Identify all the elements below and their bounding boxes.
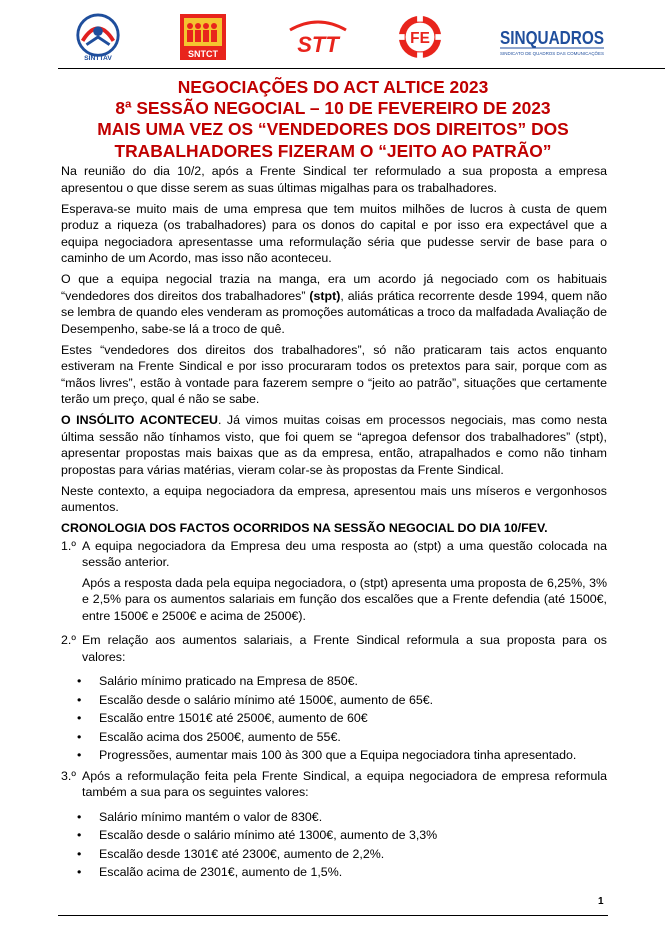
paragraph-3-text-a: O que a equipa negocial trazia na manga, era um acordo já negociado com os habituais “vendedores dos direitos dos trabalhadores”: [61, 272, 607, 303]
item-3-bullet-list: [61, 809, 607, 881]
chronology-item-1: [61, 538, 607, 629]
list-item: • Salário mínimo praticado na Empresa de 850€.: [77, 673, 607, 690]
list-item: • Progressões, aumentar mais 100 às 300 que a Equipa negociadora tinha apresentado.: [77, 747, 607, 764]
item-number: 3.º: [61, 768, 76, 783]
paragraph-3-text-c: , aliás prática recorrente desde 1994, quem não se lembra de quando eles venderam as promoções automáticas a troco da malfadada Avaliação de Desempenho, sabe-se lá a troco de quê.: [61, 288, 608, 336]
paragraph-3: [61, 271, 607, 337]
item-text: Após a resposta dada pela equipa negociadora, o (stpt) apresenta uma proposta de 6,25%, 3% e 2,5% para os aumentos salariais em função dos escalões que a Frente defendia (até 1500€, entre 1500€ e 2500€ e acima de 2500€).: [82, 575, 607, 623]
paragraph-3-stpt: (stpt): [309, 288, 341, 303]
page-number: 1: [598, 896, 604, 907]
paragraph-5-text: . Já vimos muitas coisas em processos negociais, mas como nesta última sessão não tínhamos visto, que foi quem se “apregoa defensor dos trabalhadores” (stpt), apresentar propostas mais baixas que as da empresa, então, atrapalhados e como não tinham propostas para várias matérias, vieram colar-se às propostas da Frente Sindical.: [61, 413, 607, 477]
header-divider: [58, 68, 665, 69]
list-item: • Escalão acima dos 2500€, aumento de 55€.: [77, 729, 607, 746]
fe-logo-text: FE: [410, 29, 430, 47]
paragraph-5-bold: O INSÓLITO ACONTECEU: [61, 413, 218, 427]
stt-logo-text: STT: [297, 32, 339, 57]
chronology-heading: CRONOLOGIA DOS FACTOS OCORRIDOS NA SESSÃO NEGOCIAL DO DIA 10/FEV.: [61, 521, 548, 535]
item-text: Após a reformulação feita pela Frente Sindical, a equipa negociadora de empresa reformula também a sua para os seguintes valores:: [82, 768, 607, 799]
list-item: • Salário mínimo mantém o valor de 830€.: [77, 809, 607, 826]
item-2-bullet-list: [61, 673, 607, 764]
title-line-3: MAIS UMA VEZ OS “VENDEDORES DOS DIREITOS” DOS: [97, 119, 569, 140]
item-text: A equipa negociadora da Empresa deu uma resposta ao (stpt) a uma questão colocada na sessão anterior.: [82, 538, 607, 569]
list-item: • Escalão entre 1501€ até 2500€, aumento de 60€: [77, 710, 607, 727]
header-logos: [60, 12, 610, 64]
title-line-1: NEGOCIAÇÕES DO ACT ALTICE 2023: [177, 77, 489, 97]
paragraph-5: [61, 412, 607, 478]
paragraph-2: Esperava-se muito mais de uma empresa que tem muitos milhões de lucros à custa de quem produz a riqueza (os trabalhadores) para os donos do capital e por isso era expectável que a equipa negociadora apresentasse uma reformulação séria que pudesse servir de base para o caminho de um Acordo, mas isso não aconteceu.: [61, 201, 607, 265]
paragraph-1: Na reunião do dia 10/2, após a Frente Sindical ter reformulado a sua proposta a empresa apresentou o que disse serem as suas últimas migalhas para os trabalhadores.: [61, 164, 607, 195]
list-item: • Escalão desde o salário mínimo até 1300€, aumento de 3,3%: [77, 827, 607, 844]
title-line-2: 8ª SESSÃO NEGOCIAL – 10 DE FEVEREIRO DE 2023: [115, 98, 551, 119]
stt-logo-icon: [282, 12, 354, 62]
paragraph-6: Neste contexto, a equipa negociadora da empresa, apresentou mais uns míseros e vergonhosos aumentos.: [61, 483, 607, 514]
sinttav-logo-icon: [72, 12, 124, 62]
title-line-4: TRABALHADORES FIZERAM O “JEITO AO PATRÃO”: [114, 140, 552, 161]
list-item: • Escalão acima de 2301€, aumento de 1,5%.: [77, 864, 607, 881]
fe-logo-icon: [394, 12, 446, 62]
sinquadros-logo-icon: [498, 12, 608, 62]
chronology-item-2: [61, 632, 607, 669]
document-title: [58, 77, 608, 162]
item-text: Em relação aos aumentos salariais, a Frente Sindical reformula a sua proposta para os valores:: [82, 633, 607, 664]
sntct-logo-icon: [178, 12, 228, 62]
item-number: 2.º: [61, 633, 76, 647]
sinquadros-logo-subtext: SINDICATO DE QUADROS DAS COMUNICAÇÕES: [500, 51, 607, 56]
item-number: 1.º: [61, 538, 76, 553]
sntct-logo-text: SNTCT: [188, 49, 218, 59]
footer-divider: [58, 915, 608, 916]
paragraph-4: Estes “vendedores dos direitos dos trabalhadores”, só não praticaram tais actos enquanto estiveram na Frente Sindical e por isso procuraram todos os pretextos para sair, porque com as “mãos livres”, estão à vontade para fazerem sempre o “jeito ao patrão”, situações que certamente terão um preço, qual é não se sabe.: [61, 342, 607, 406]
sinquadros-logo-text: SINQUADROS: [500, 28, 604, 48]
chronology-item-3: [61, 768, 607, 805]
sinttav-logo-text: SINTTAV: [84, 55, 112, 63]
document-body: [61, 163, 607, 885]
list-item: • Escalão desde o salário mínimo até 1500€, aumento de 65€.: [77, 692, 607, 709]
list-item: • Escalão desde 1301€ até 2300€, aumento de 2,2%.: [77, 846, 607, 863]
